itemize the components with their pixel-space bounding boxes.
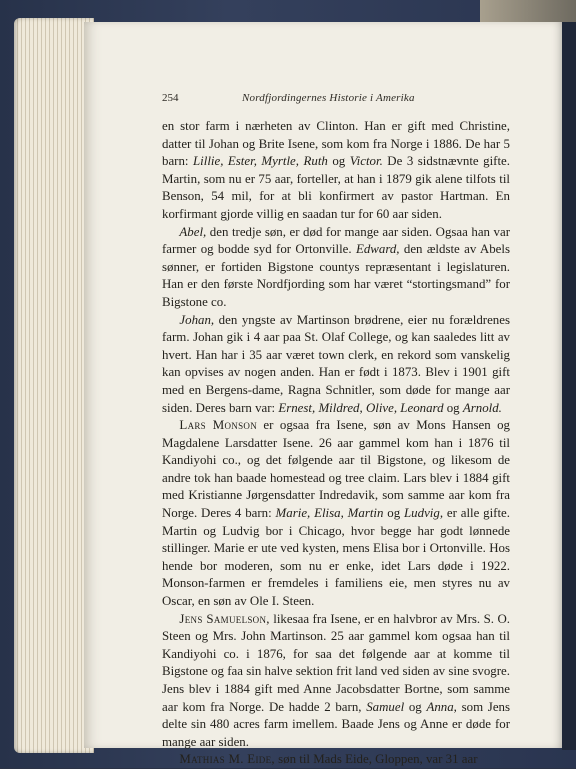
text-run: og [383,506,405,521]
text-run: og [404,699,427,714]
paragraph [162,118,510,224]
text-run: søn til Mads Eide, Gloppen, var 31 aar [274,752,478,767]
text-run: likesaa fra Isene, er en halvbror av Mrs. S. O. Steen og Mrs. John Martinson. 25 aar gammel kom ogsaa han til Kandiyohi co. i 1876, for saa det følgende aar at komme til Bigstone og faa sin halve sektion frit land ved siden av sine svogre. Jens blev i 1884 gift med Anne Jacobsdatter Bortne, som samme aar kom fra Norge. De hadde 2 barn, [162,611,510,714]
italic-name: Anna, [426,699,457,714]
italic-name: Ludvig, [404,506,444,521]
italic-name: Ernest, Mildred, Olive, Leonard [278,400,444,415]
running-title: Nordfjordingernes Historie i Amerika [242,92,415,104]
italic-name: Edward, [355,242,400,257]
text-run: er ogsaa fra Isene, søn av Mons Hansen og Magdalene Larsdatter Isene. 26 aar gammel kom han i 1876 til Kandiyohi co., og det følgende aar til Bigstone, og likesom de andre tok han baade homestead og tree claim. Lars blev i 1884 gift med Kristianne Jørgensdatter Indredavik, som samme aar kom fra Norge. Deres 4 barn: [162,418,511,521]
person-name: Mathias M. Eide, [179,752,275,767]
page-header [162,92,522,108]
paragraph [162,312,510,418]
text-run: den ældste av Abels sønner, er fortiden Bigstone countys repræsentant i legislaturen. Han er den første Nordfjording som har været “stortingsmand” for Bigstone co. [162,242,510,309]
text-run: den tredje søn, er død for mange aar siden. Ogsaa han var farmer og bodde syd for Ortonville. [162,224,510,257]
text-run: er alle gifte. Martin og Ludvig bor i Chicago, hvor begge har godt lønnede stillinger. Marie er ute ved kysten, mens Elisa bor i Ortonville. Hos hende bor moderen, som nu er enke, idet Lars døde i 1922. Monson-farmen er fremdeles i familiens eie, men styres nu av Oscar, en søn av Ole I. Steen. [162,506,511,609]
italic-name: Arnold. [462,400,502,415]
italic-name: Samuel [366,699,405,714]
cover-edge [562,20,576,750]
paragraph [162,417,510,611]
person-name: Lars Monson [179,418,257,433]
text-run: den yngste av Martinson brødrene, eier nu forældrenes farm. Johan gik i 4 aar paa St. Olaf College, og kan saaledes litt av hvert. Han har i 35 aar været town clerk, en rekord som vanskelig kan opvises av nogen anden. Han er født i 1873. Blev i 1901 gift med en Bergens-dame, Ragna Schnitler, som døde for mange aar siden. Deres barn var: [162,312,510,415]
body-text [162,118,510,769]
paragraph [162,751,510,769]
page-edges [14,18,94,753]
page-number: 254 [162,92,179,104]
italic-name: Lillie, Ester, Myrtle, Ruth [192,154,328,169]
italic-name: Victor. [349,154,383,169]
italic-name: Marie, Elisa, Martin [275,506,384,521]
text-run: De 3 sidstnævnte gifte. Martin, som nu er 75 aar, forteller, at han i 1879 gik alene tilfots til Benson, 54 mil, for at bli konfirmert av pastor Hartman. En korfirmant gjorde villig en saadan tur for 60 aar siden. [162,154,510,221]
text-run: som Jens delte sin 480 acres farm imellem. Baade Jens og Anne er døde for mange aar siden. [162,699,511,749]
book-binding [480,0,576,22]
person-name: Jens Samuelson, [179,611,270,626]
text-run: og [443,400,463,415]
paragraph [162,611,510,752]
italic-name: Abel, [179,224,207,239]
text-run: en stor farm i nærheten av Clinton. Han er gift med Christine, datter til Johan og Brite Isene, som kom fra Norge i 1886. De har 5 barn: [162,119,510,169]
paragraph [162,224,510,312]
italic-name: Johan, [179,312,215,327]
text-run: og [327,154,350,169]
